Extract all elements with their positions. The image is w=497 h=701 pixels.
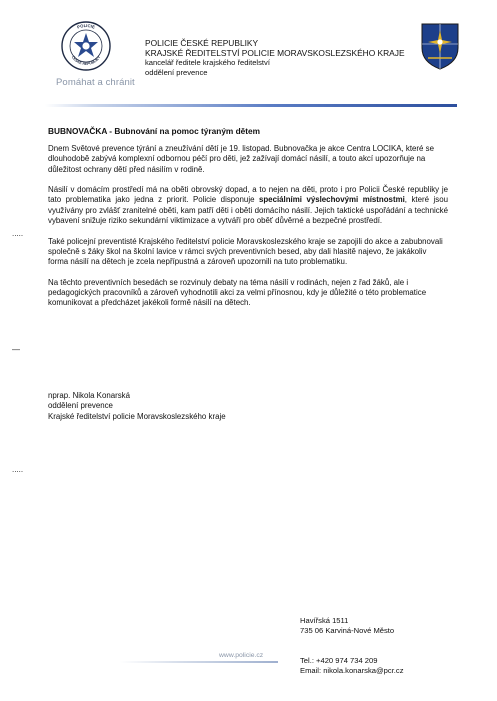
paragraph-2-bold: speciálními výslechovými místnostmi bbox=[258, 195, 405, 205]
address-street: Havířská 1511 bbox=[300, 616, 349, 625]
document-body bbox=[48, 144, 448, 319]
header-line-4: oddělení prevence bbox=[145, 67, 208, 77]
police-badge-logo bbox=[60, 20, 112, 72]
footer-divider bbox=[120, 661, 278, 663]
header-organization bbox=[145, 39, 405, 77]
signature-block bbox=[48, 391, 226, 422]
header-line-2: KRAJSKÉ ŘEDITELSTVÍ POLICIE MORAVSKOSLEZSKÉHO KRAJE bbox=[145, 47, 405, 58]
signature-department: oddělení prevence bbox=[48, 401, 113, 411]
footer-website-link[interactable]: www.policie.cz bbox=[219, 652, 264, 659]
svg-text:ČESKÉ REPUBLIKY bbox=[71, 55, 102, 66]
header-line-3: kancelář ředitele krajského ředitelství bbox=[145, 58, 270, 68]
slogan: Pomáhat a chránit bbox=[56, 77, 135, 88]
address-city: 735 06 Karviná-Nové Město bbox=[300, 626, 395, 635]
margin-mark-3: ..... bbox=[12, 465, 24, 474]
svg-text:POLICIE bbox=[76, 23, 95, 30]
header-divider bbox=[45, 104, 457, 107]
paragraph-1: Dnem Světové prevence týrání a zneužívání dětí je 19. listopad. Bubnovačka je akce Centra LOCIKA, které se dlouhodobě zabývá komplexní odbornou péčí pro děti, jež zažívají domácí násilí, a touto akcí upozorňuje na důležitost ochrany dětí před násilím v rodině. bbox=[48, 144, 434, 174]
contact-phone: Tel.: +420 974 734 209 bbox=[300, 656, 378, 665]
address-block bbox=[300, 616, 394, 636]
margin-mark-2: — bbox=[12, 345, 20, 354]
paragraph-3: Také policejní preventisté Krajského ředitelství policie Moravskoslezského kraje se zapojili do akce a zabubnovali společně s žáky škol na školní lavice v rámci svých preventivních besed, aby dali hlasitě najevo, že jakákoliv forma násilí na dětech je zcela nepřípustná a zároveň upozornili na tuto problematiku. bbox=[48, 236, 443, 267]
header-line-1: POLICIE ČESKÉ REPUBLIKY bbox=[145, 38, 259, 48]
contact-block bbox=[300, 656, 404, 676]
contact-email[interactable]: Email: nikola.konarska@pcr.cz bbox=[300, 666, 404, 675]
signature-name: nprap. Nikola Konarská bbox=[48, 391, 131, 400]
margin-mark-1: ..... bbox=[12, 229, 24, 238]
badge-text-top: POLICIE bbox=[76, 22, 96, 30]
badge-text-bottom: ČESKÉ REPUBLIKY bbox=[70, 55, 102, 67]
paragraph-4: Na těchto preventivních besedách se rozvinuly debaty na téma násilí v rodinách, nejen z řad žáků, ale i pedagogických pracovníků a zároveň vyhodnotili akci za velmi přínosnou, kdy je důležité o této problematice komunikovat a předcházet jakékoli formě násilí na dětech. bbox=[48, 277, 427, 308]
paragraph-2 bbox=[48, 185, 448, 226]
regional-emblem-icon bbox=[420, 22, 460, 70]
paragraph-2-part-1: Násilí v domácím prostředí má na oběti obrovský dopad, a to nejen na děti, proto i pro Policii České republiky je tato problematika jako jedna z priorit. Policie disponuje bbox=[48, 185, 448, 205]
document-title: BUBNOVAČKA - Bubnování na pomoc týraným dětem bbox=[48, 126, 261, 136]
signature-organization: Krajské ředitelství policie Moravskoslezského kraje bbox=[48, 411, 226, 421]
paragraph-2-part-2: , které jsou využívány pro zvlášť zranitelné oběti, kam patří děti i oběti domácího násilí. Jejich taktické uspořádání a technické vybavení snižuje riziko sekundární viktimizace a vytváří pro oběť důvěrné a bezpečné prostředí. bbox=[48, 195, 448, 226]
